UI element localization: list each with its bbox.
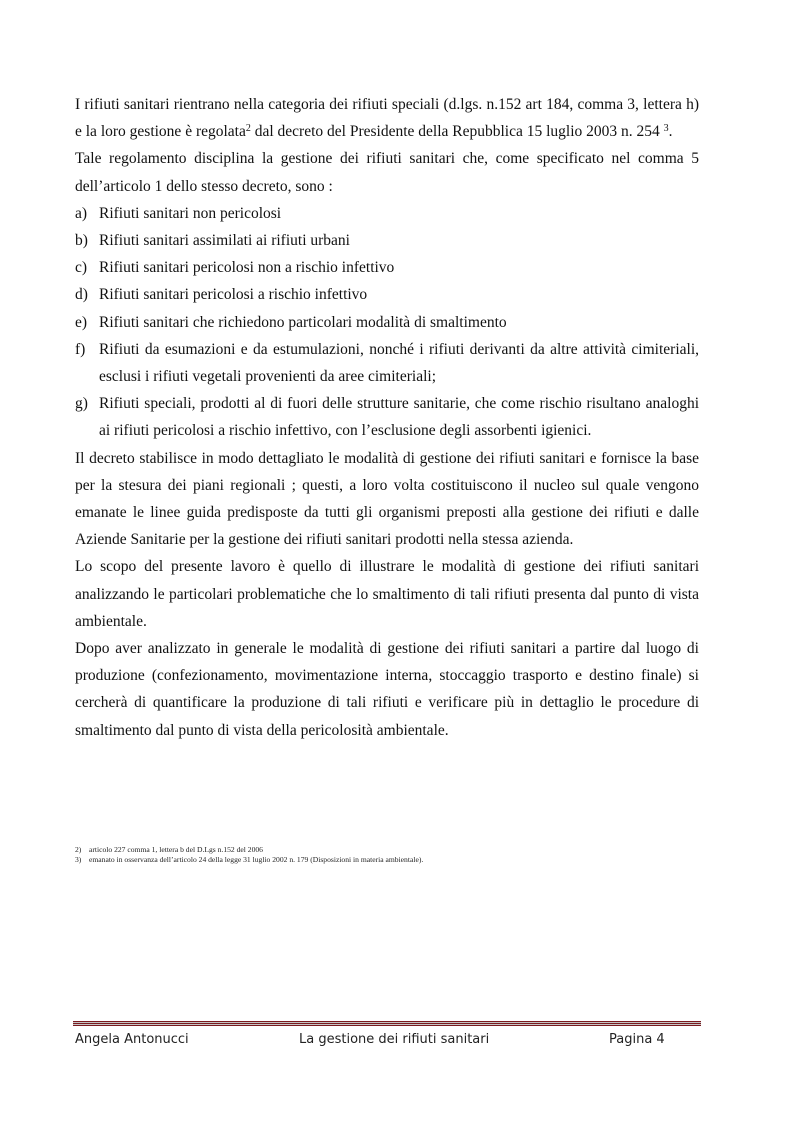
list-item <box>75 390 699 444</box>
paragraph-method: Dopo aver analizzato in generale le modalità di gestione dei rifiuti sanitari a partire dal luogo di produzione (confezionamento, movimentazione interna, stoccaggio trasporto e destino finale) si cercherà di quantificare la produzione di tali rifiuti e verificare più in dettaglio le procedure di smaltimento dal punto di vista della pericolosità ambientale. <box>75 640 699 739</box>
paragraph-intro <box>75 91 699 145</box>
list-marker: f) <box>75 340 86 358</box>
footnotes <box>75 845 699 865</box>
list-marker: d) <box>75 286 88 304</box>
paragraph-scope: Lo scopo del presente lavoro è quello di illustrare le modalità di gestione dei rifiuti sanitari analizzando le particolari problematiche che lo smaltimento di tali rifiuti presenta dal punto di vista ambientale. <box>75 558 699 630</box>
list-item <box>75 281 699 308</box>
list-marker: c) <box>75 259 88 277</box>
list-item <box>75 227 699 254</box>
list-item-text: Rifiuti sanitari assimilati ai rifiuti urbani <box>99 232 350 250</box>
footnote-2 <box>75 845 699 855</box>
list-marker: b) <box>75 232 88 250</box>
footer-divider <box>73 1021 701 1026</box>
list-item-text: Rifiuti sanitari che richiedono particolari modalità di smaltimento <box>99 313 507 331</box>
document-body <box>75 91 699 744</box>
footnote-text: emanato in osservanza dell’articolo 24 della legge 31 luglio 2002 n. 179 (Disposizioni in materia ambientale). <box>89 855 424 864</box>
footnote-3 <box>75 855 699 865</box>
list-item-text: Rifiuti sanitari pericolosi non a rischio infettivo <box>99 259 395 277</box>
list-item <box>75 309 699 336</box>
list-item-text: Rifiuti da esumazioni e da estumulazioni, nonché i rifiuti derivanti da altre attività cimiteriali, esclusi i rifiuti vegetali provenienti da aree cimiteriali; <box>99 340 699 386</box>
paragraph-regulation: Tale regolamento disciplina la gestione dei rifiuti sanitari che, come specificato nel comma 5 dell’articolo 1 dello stesso decreto, sono : <box>75 150 699 195</box>
list-marker: e) <box>75 313 88 331</box>
footnote-ref-3[interactable]: 3 <box>663 123 669 135</box>
paragraph-intro-text-cont: dal decreto del Presidente della Repubblica 15 luglio 2003 n. 254 <box>250 123 664 141</box>
list-item-text: Rifiuti speciali, prodotti al di fuori delle strutture sanitarie, che come rischio risultano analoghi ai rifiuti pericolosi a rischio infettivo, con l’esclusione degli assorbenti igienici. <box>99 395 699 440</box>
footer-author: Angela Antonucci <box>75 1032 189 1047</box>
footer-page-number: Pagina 4 <box>609 1032 665 1047</box>
footnote-text: articolo 227 comma 1, lettera b del D.Lgs n.152 del 2006 <box>89 845 263 854</box>
list-item <box>75 336 699 390</box>
list-marker: a) <box>75 204 88 222</box>
list-item <box>75 254 699 281</box>
footer-document-title: La gestione dei rifiuti sanitari <box>299 1032 490 1047</box>
footnote-number: 2) <box>75 845 82 854</box>
footnote-ref-2[interactable]: 2 <box>245 123 251 135</box>
list-item-text: Rifiuti sanitari non pericolosi <box>99 204 282 222</box>
list-marker: g) <box>75 395 88 413</box>
list-item <box>75 200 699 227</box>
paragraph-decree: Il decreto stabilisce in modo dettagliato le modalità di gestione dei rifiuti sanitari e fornisce la base per la stesura dei piani regionali ; questi, a loro volta costituiscono il nucleo sul quale vengono emanate le linee guida predisposte da tutti gli organismi preposti alla gestione dei rifiuti e dalle Aziende Sanitarie per la gestione dei rifiuti sanitari prodotti nella stessa azienda. <box>75 449 699 549</box>
list-item-text: Rifiuti sanitari pericolosi a rischio infettivo <box>99 286 368 304</box>
paragraph-intro-text-end: . <box>668 123 673 141</box>
paragraph-intro-text: I rifiuti sanitari rientrano nella categoria dei rifiuti speciali (d.lgs. n.152 art 184, comma 3, lettera h) e la loro gestione è regolata <box>75 96 699 141</box>
waste-category-list <box>75 200 699 445</box>
footnote-number: 3) <box>75 855 82 864</box>
